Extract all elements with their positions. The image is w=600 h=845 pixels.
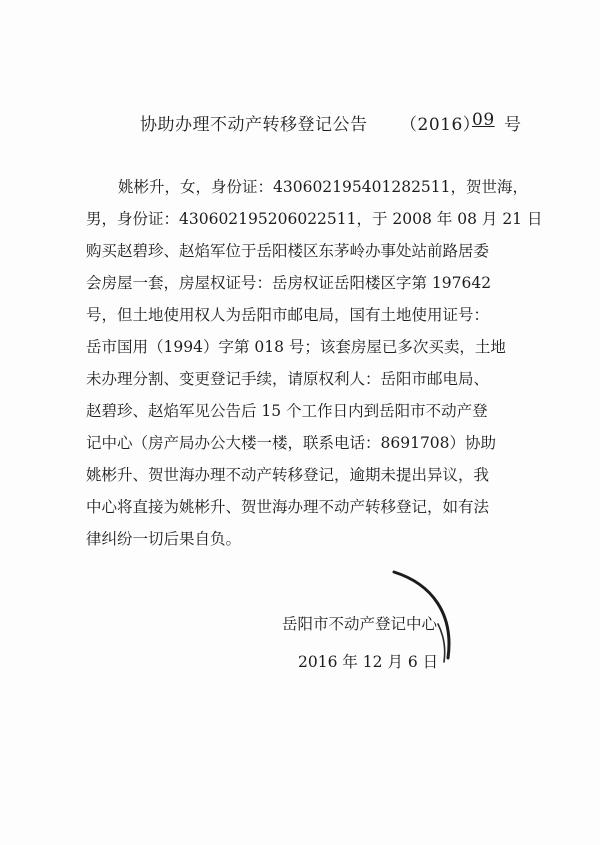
body-line: 赵碧珍、赵焰军见公告后 15 个工作日内到岳阳市不动产登 bbox=[86, 402, 488, 420]
notice-number: 09 bbox=[472, 110, 495, 130]
body-line: 姚彬升，女，身份证：430602195401282511，贺世海， bbox=[118, 178, 529, 196]
body-line: 律纠纷一切后果自负。 bbox=[86, 530, 242, 548]
notice-year: （2016） bbox=[400, 115, 481, 135]
body-line: 购买赵碧珍、赵焰军位于岳阳楼区东茅岭办事处站前路居委 bbox=[86, 242, 490, 260]
notice-title-row bbox=[140, 110, 540, 136]
body-line: 会房屋一套，房屋权证号：岳房权证岳阳楼区字第 197642 bbox=[86, 274, 492, 292]
issuer-name: 岳阳市不动产登记中心 bbox=[282, 615, 438, 633]
body-line: 记中心（房产局办公大楼一楼，联系电话：8691708）协助 bbox=[86, 434, 497, 452]
body-line: 岳市国用（1994）字第 018 号；该套房屋已多次买卖，土地 bbox=[86, 338, 506, 356]
notice-number-suffix: 号 bbox=[504, 115, 522, 135]
body-line: 号，但土地使用权人为岳阳市邮电局，国有土地使用证号： bbox=[86, 306, 490, 324]
body-line: 男，身份证：430602195206022511，于 2008 年 08 月 21 日 bbox=[86, 210, 543, 228]
issue-date: 2016 年 12 月 6 日 bbox=[298, 653, 439, 671]
body-line: 中心将直接为姚彬升、贺世海办理不动产转移登记，如有法 bbox=[86, 498, 490, 516]
body-line: 未办理分割、变更登记手续，请原权利人：岳阳市邮电局、 bbox=[86, 370, 490, 388]
body-line: 姚彬升、贺世海办理不动产转移登记，逾期未提出异议，我 bbox=[86, 466, 490, 484]
notice-title: 协助办理不动产转移登记公告 bbox=[140, 115, 368, 135]
